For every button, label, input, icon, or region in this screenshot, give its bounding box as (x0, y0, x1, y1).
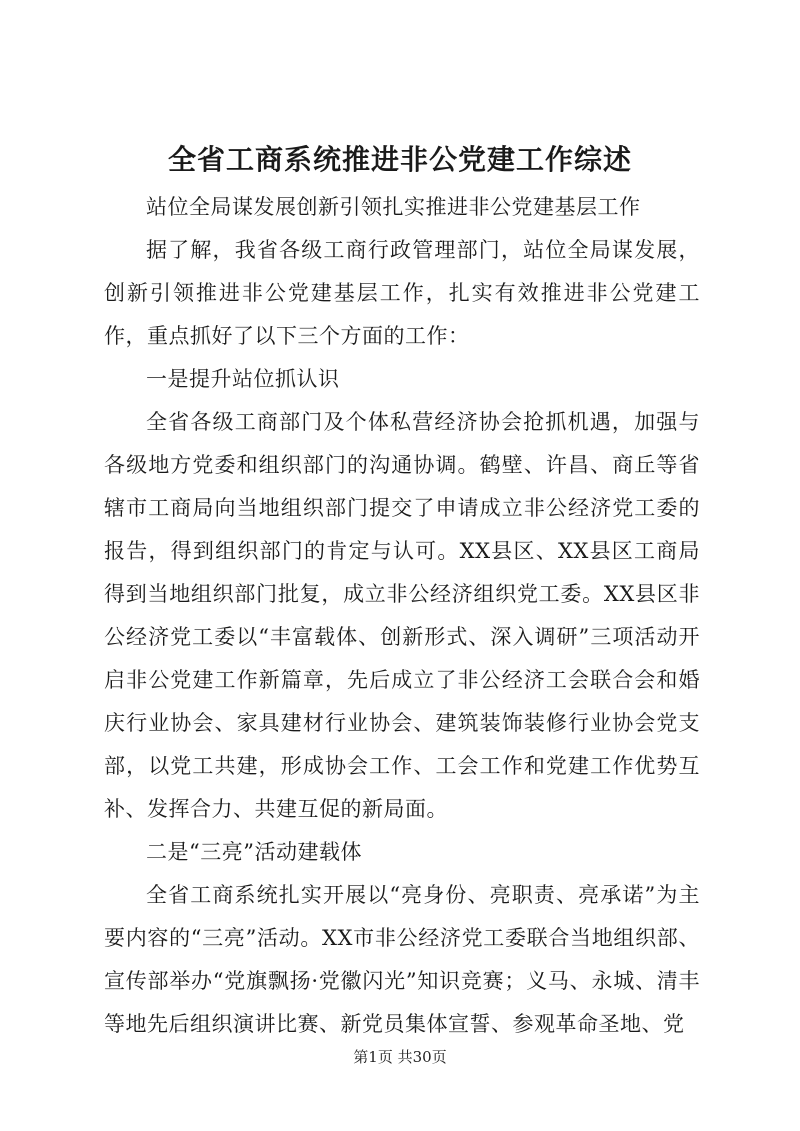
page-number-footer: 第1页 共30页 (353, 1048, 447, 1066)
section-two-paragraph: 全省工商系统扎实开展以“亮身份、亮职责、亮承诺”为主要内容的“三亮”活动。XX市非公经济党工委联合当地组织部、宣传部举办“党旗飘扬·党徽闪光”知识竞赛；义马、永城、清丰等地先后组织演讲比赛、新党员集体宣誓、参观革命圣地、党 (104, 883, 700, 1036)
document-body (104, 186, 700, 1046)
subtitle-paragraph: 站位全局谋发展创新引领扎实推进非公党建基层工作 (146, 195, 641, 219)
intro-paragraph: 据了解，我省各级工商行政管理部门，站位全局谋发展，创新引领推进非公党建基层工作，扎实有效推进非公党建工作，重点抓好了以下三个方面的工作： (104, 238, 700, 348)
section-one-paragraph: 全省各级工商部门及个体私营经济协会抢抓机遇，加强与各级地方党委和组织部门的沟通协调。鹤壁、许昌、商丘等省辖市工商局向当地组织部门提交了申请成立非公经济党工委的报告，得到组织部门的肯定与认可。XX县区、XX县区工商局得到当地组织部门批复，成立非公经济组织党工委。XX县区非公经济党工委以“丰富载体、创新形式、深入调研”三项活动开启非公党建工作新篇章，先后成立了非公经济工会联合会和婚庆行业协会、家具建材行业协会、建筑装饰装修行业协会党支部，以党工共建，形成协会工作、工会工作和党建工作优势互补、发挥合力、共建互促的新局面。 (104, 410, 700, 821)
section-heading-one: 一是提升站位抓认识 (146, 367, 340, 391)
section-heading-two: 二是“三亮”活动建载体 (146, 840, 362, 864)
document-title: 全省工商系统推进非公党建工作综述 (167, 143, 632, 176)
